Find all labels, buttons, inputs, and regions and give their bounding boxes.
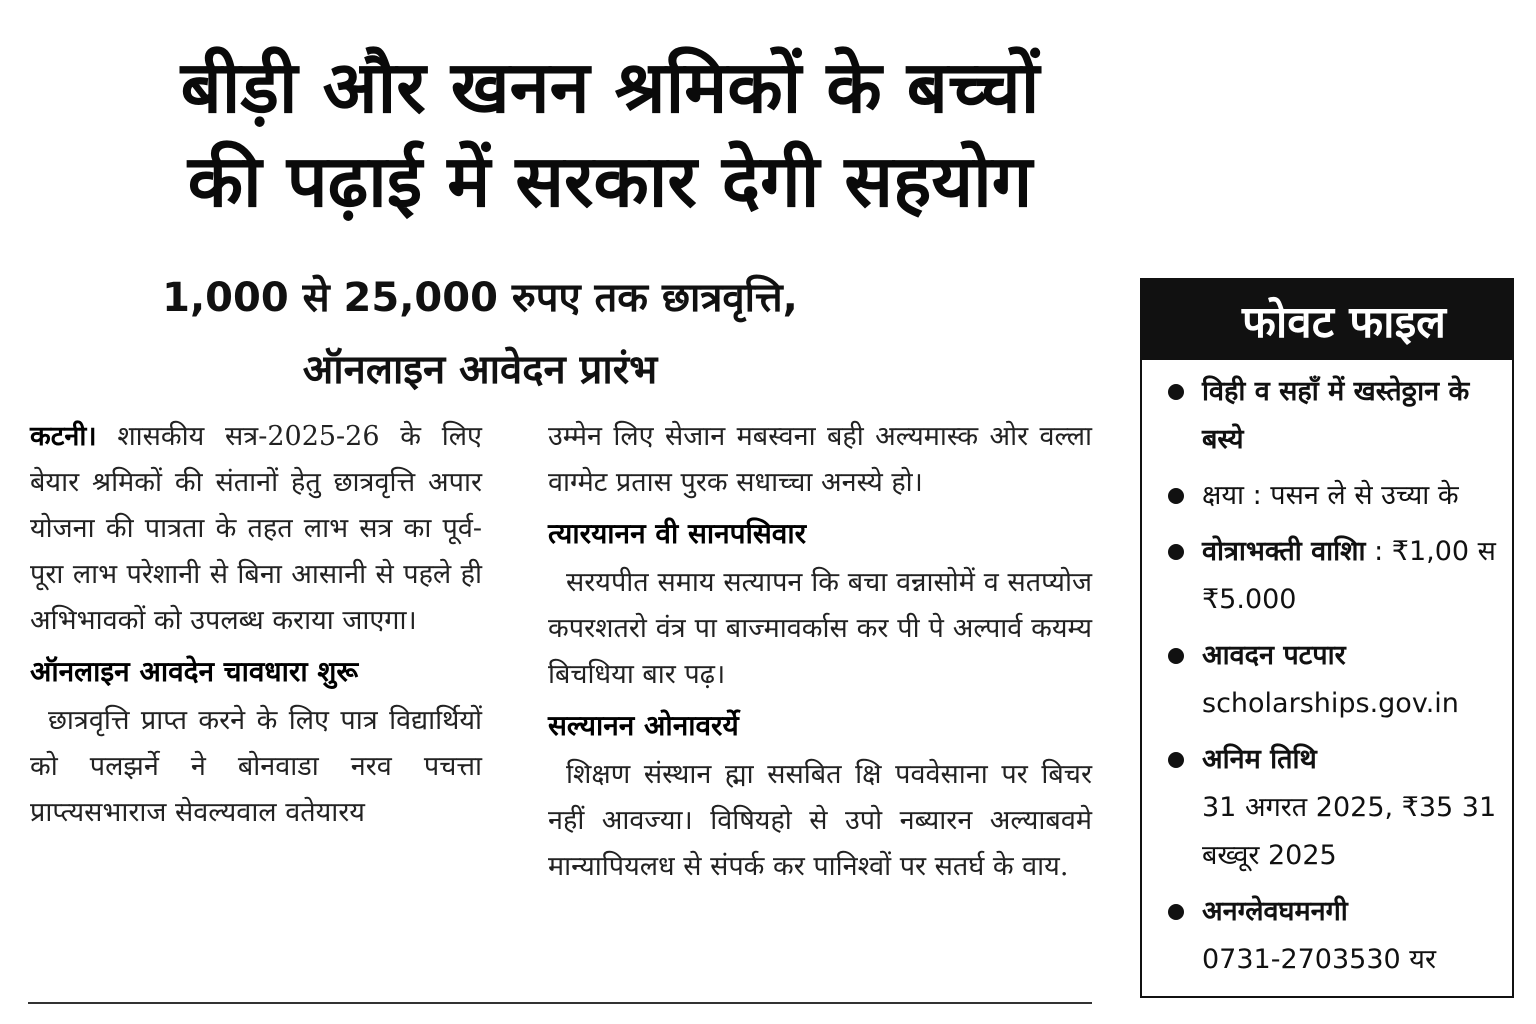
article-column-2	[548, 414, 1092, 890]
subheadline-line-1: 1,000 से 25,000 रुपए तक छात्रवृत्ति,	[162, 275, 798, 321]
subheadline-line-2: ऑनलाइन आवेदन प्रारंभ	[302, 347, 658, 393]
fact-label: वोत्राभक्ती वाशिा	[1202, 536, 1366, 567]
fact-label: विही व सहाँ में खस्तेठ्ठान के बस्ये	[1202, 376, 1470, 455]
bullet-icon	[1168, 752, 1184, 768]
fact-item-4	[1168, 632, 1502, 728]
fact-file-list	[1142, 360, 1512, 984]
fact-item-5	[1168, 736, 1502, 880]
bottom-rule	[28, 1002, 1092, 1004]
article-column-1	[30, 414, 482, 836]
fact-label: अनग्लेवघमनगी	[1202, 896, 1348, 927]
fact-label: आवदन पटपार	[1202, 640, 1346, 671]
headline-line-2: की पढ़ाई में सरकार देगी सहयोग	[187, 139, 1033, 223]
fact-file-box	[1140, 278, 1514, 998]
bullet-icon	[1168, 384, 1184, 400]
fact-item-6	[1168, 888, 1502, 984]
lead-text: शासकीय सत्र-2025-26 के लिए बेयार श्रमिकों की संतानों हेतु छात्रवृत्ति अपार योजना की पात्रता के तहत लाभ सत्र का पूर्व-पूरा लाभ परेशानी से बिना आसानी से पहले ही अभिभावकों को उपलब्ध कराया जाएगा।	[30, 421, 482, 636]
fact-label: अनिम तिथि	[1202, 744, 1317, 775]
deadline-value: 31 अगरत 2025, ₹35 31 बख्वूर 2025	[1202, 792, 1497, 871]
headline	[40, 40, 1180, 228]
fact-value: क्षया : पसन ले से उच्या के	[1202, 480, 1459, 511]
bullet-icon	[1168, 648, 1184, 664]
application-website: scholarships.gov.in	[1202, 688, 1459, 719]
bullet-icon	[1168, 488, 1184, 504]
fact-file-title: फोवट फाइल	[1142, 280, 1512, 360]
section-1-heading: ऑनलाइन आवदेन चावधारा शुरू	[30, 655, 359, 688]
section-1-body: छात्रवृत्ति प्राप्त करने के लिए पात्र विद्यार्थियों को पलझर्ने ने बोनवाडा नरव पचत्ता प्राप्त्यसभाराज सेवल्यवाल वतेयारय	[30, 705, 482, 828]
section-3-heading: सल्यानन ओनावरर्ये	[548, 709, 739, 742]
column-2-intro: उम्मेन लिए सेजान मबस्वना बही अल्यमास्क ओर वल्ला वाग्मेट प्रतास पुरक सधाच्चा अनस्ये हो।	[548, 421, 1092, 498]
section-3-body: शिक्षण संस्थान ह्मा ससबित क्षि पववेसाना पर बिचर नहीं आवज्या। विषियहो से उपो नब्यारन अल्याबवमे मान्यापियलध से संपर्क कर पानिश्वों पर सतर्घ के वाय.	[548, 759, 1092, 882]
bullet-icon	[1168, 904, 1184, 920]
article-lead	[30, 414, 482, 644]
fact-item-1	[1168, 368, 1502, 464]
headline-line-1: बीड़ी और खनन श्रमिकों के बच्चों	[180, 45, 1040, 129]
fact-value: : ₹1,00 स ₹5.000	[1202, 536, 1496, 615]
fact-item-3	[1168, 528, 1502, 624]
helpline-value: 0731-2703530 यर	[1202, 944, 1436, 975]
bullet-icon	[1168, 544, 1184, 560]
dateline: कटनी।	[30, 421, 97, 452]
section-2-body: सरयपीत समाय सत्यापन कि बचा वन्नासोमें व सतप्योज कपरशतरो वंत्र पा बाज्मावर्कास कर पी पे अल्पार्व कयम्य बिचधिया बार पढ़।	[548, 567, 1092, 690]
section-2-heading: त्यारयानन वी सानपसिवार	[548, 517, 807, 550]
fact-item-2	[1168, 472, 1502, 520]
